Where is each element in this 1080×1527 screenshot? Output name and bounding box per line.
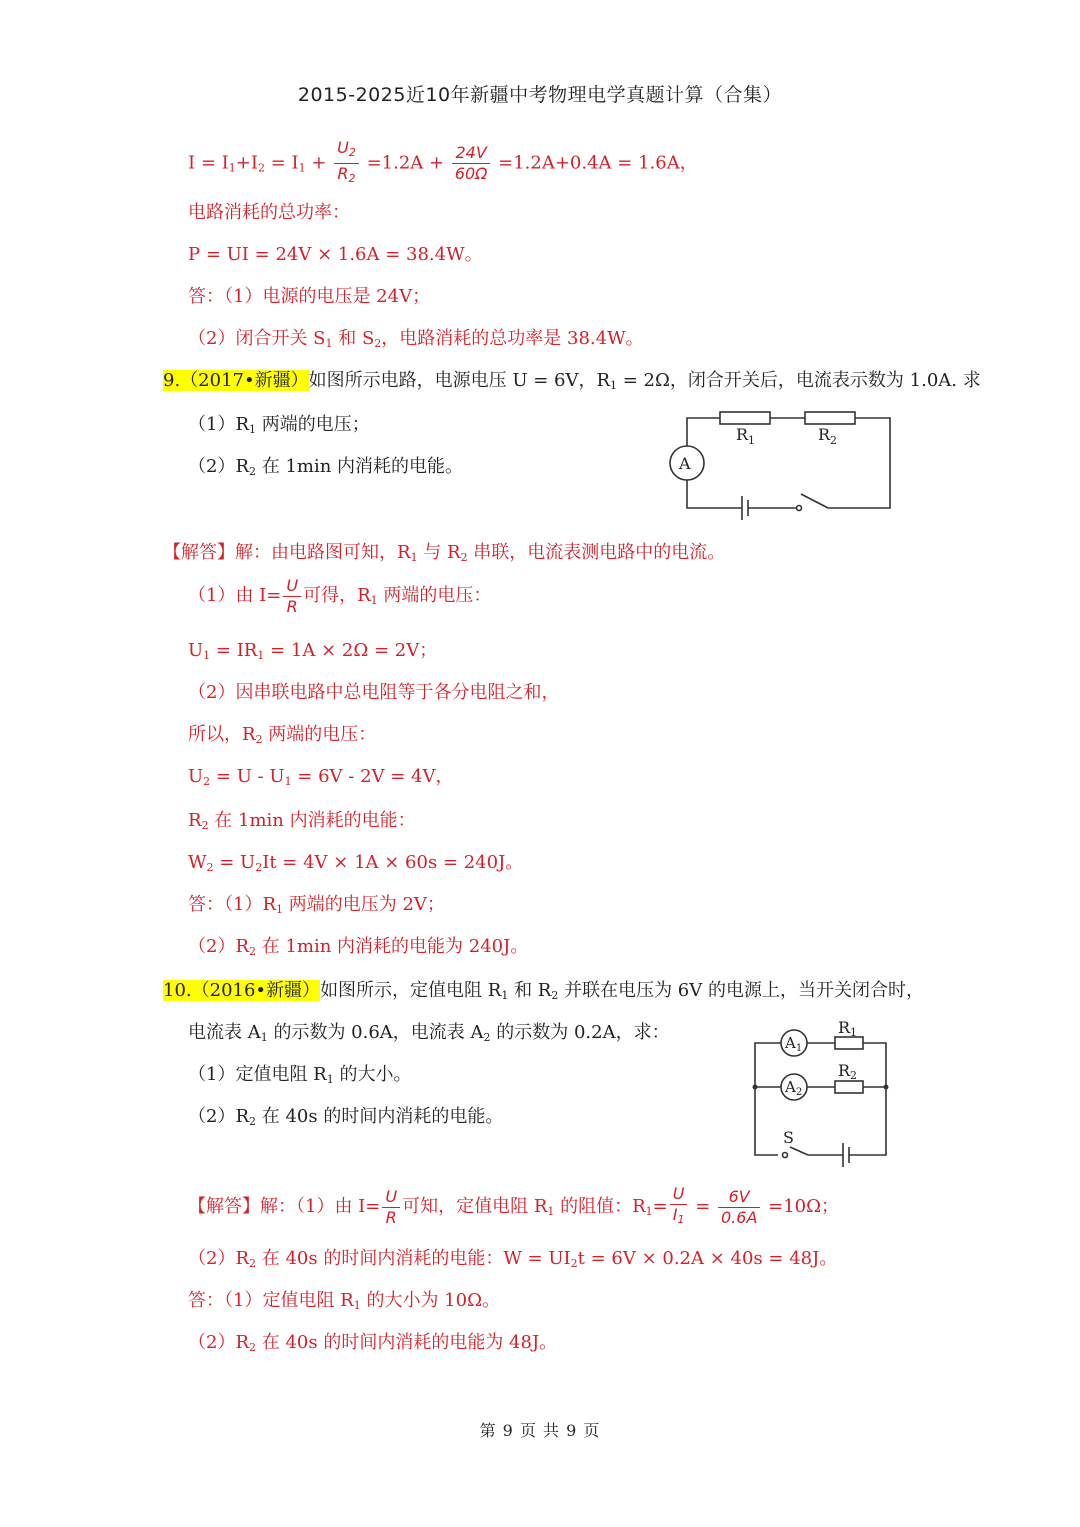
answer-line: $(2)R_2$ 在 1min 内消耗的电能为 240J。 xyxy=(188,936,529,958)
answer-line: $U_1 = IR_1 = 1A \times 2\Omega = 2V$； xyxy=(188,640,438,662)
answer-line: （2）因串联电路中总电阻等于各分电阻之和， xyxy=(188,682,560,703)
answer-line: $U_2 = U - U_1 = 6V - 2V = 4V$， xyxy=(188,766,454,788)
answer-line: 答：（1）定值电阻 $R_1$ 的大小为 10Ω。 xyxy=(188,1290,501,1312)
answer-line: （1）由 I= $\frac{U}{R}$ 可得，$R_1$ 两端的电压： xyxy=(188,575,492,616)
ammeter-a1-label: $A_1$ xyxy=(785,1034,803,1054)
answer-line: $(2)R_2$ 在 40s 的时间内消耗的电能：$W = UI_2t = 6V \times 0.2A \times 40s = 48J$。 xyxy=(188,1248,838,1270)
resistor-r2-label: $R_2$ xyxy=(818,425,838,447)
sub-question: （1）定值电阻 $R_1$ 的大小。 xyxy=(188,1064,412,1086)
answer-line: 所以，$R_2$ 两端的电压： xyxy=(188,724,377,746)
question-number: 9.（2017•新疆） xyxy=(163,370,309,391)
circuit-diagram-q9 xyxy=(660,400,900,525)
sub-question: $(2)R_2$ 在 40s 的时间内消耗的电能。 xyxy=(188,1106,504,1128)
question-9-stem: 9.（2017•新疆）如图所示电路，电源电压 U = 6V，$R_1 = 2\Omega$，闭合开关后，电流表示数为 1.0A. 求 xyxy=(163,370,981,392)
formula-current: $I = I_1+I_2 = I_1$ + $\frac{U_2}{R_2}$ =1.2A + $\frac{24V}{60\Omega}$ =1.2A+0.4A = 1.6A， xyxy=(188,138,698,185)
circuit-diagram-q10 xyxy=(745,1015,895,1170)
resistor-r1-label: R1 xyxy=(838,1018,858,1039)
ammeter-a2-label: $A_2$ xyxy=(785,1078,803,1098)
answer-line: $W_2 = U_2It = 4V \times 1A \times 60s = 240J$。 xyxy=(188,852,524,874)
resistor-r1-label: $R_1$ xyxy=(736,425,756,447)
resistor-r2-label: R2 xyxy=(838,1061,858,1082)
page-footer: 第 9 页 共 9 页 xyxy=(479,1421,601,1440)
page-title: 2015-2025近10年新疆中考物理电学真题计算（合集） xyxy=(297,84,783,106)
question-number: 10.（2016•新疆） xyxy=(163,980,321,1001)
answer-line: $(2)R_2$ 在 40s 的时间内消耗的电能为 48J。 xyxy=(188,1332,558,1354)
text-line: P = UI = 24V × 1.6A = 38.4W。 xyxy=(188,244,483,265)
answer-line: 【解答】解：（1）由 I= $\frac{U}{R}$ 可知，定值电阻 $R_1$ 的阻值：$R_1=$ $\frac{U}{I_1}$ = $\frac{6V}{0.6A}$ =10Ω； xyxy=(188,1184,840,1227)
answer-tag: 【解答】 xyxy=(163,542,235,563)
question-10-stem-2: 电流表 $A_1$ 的示数为 0.6A，电流表 $A_2$ 的示数为 0.2A，求： xyxy=(188,1022,670,1044)
text-line: （2）闭合开关 $S_1$ 和 $S_2$，电路消耗的总功率是 38.4W。 xyxy=(188,328,644,350)
text-line: 电路消耗的总功率： xyxy=(188,202,350,223)
ammeter-label: A xyxy=(679,454,691,473)
question-10-stem: 10.（2016•新疆）如图所示，定值电阻 $R_1$ 和 $R_2$ 并联在电压为 6V 的电源上，当开关闭合时， xyxy=(163,980,924,1002)
sub-question: $(1)R_1$ 两端的电压； xyxy=(188,414,370,436)
text-line: 答：（1）电源的电压是 24V； xyxy=(188,286,431,307)
answer-tag: 【解答】 xyxy=(188,1196,260,1217)
answer-line: $R_2$ 在 1min 内消耗的电能： xyxy=(188,810,416,832)
switch-label: S xyxy=(783,1128,794,1147)
answer-line: 答：$(1)R_1$ 两端的电压为 2V； xyxy=(188,894,445,916)
sub-question: $(2)R_2$ 在 1min 内消耗的电能。 xyxy=(188,456,464,478)
answer-line: 【解答】解：由电路图可知，$R_1$ 与 $R_2$ 串联，电流表测电路中的电流。 xyxy=(163,542,726,564)
